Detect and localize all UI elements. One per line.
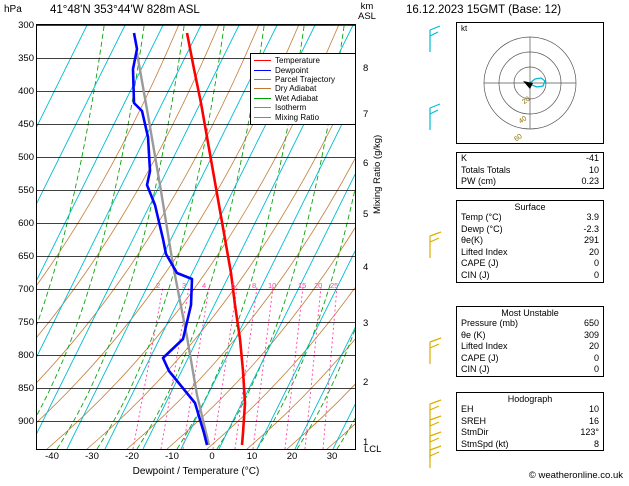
legend-label: Dry Adiabat [275,84,317,94]
row-key: Lifted Index [461,246,508,257]
pressure-tick: 850 [18,383,34,394]
table-row [457,439,603,451]
height-tick: 5 [363,209,369,220]
table-row [457,153,603,165]
height-tick: 3 [363,318,369,329]
mixing-ratio-axis-title: Mixing Ratio (g/kg) [372,134,383,214]
table-row [457,341,603,353]
table-row [457,364,603,376]
temp-tick: 0 [209,451,215,462]
legend-swatch-dry-adiabat [254,88,271,89]
table-row [457,330,603,342]
svg-text:60: 60 [513,133,524,143]
hodograph-plot [457,23,603,143]
row-value: 309 [583,329,599,340]
svg-text:40: 40 [517,115,529,126]
station-title: 41°48'N 353°44'W 828m ASL [50,4,200,16]
surface-table-title: Surface [514,202,546,212]
asl-text: ASL [358,11,376,22]
table-row [457,318,603,330]
mixing-ratio-label: 6 [231,281,236,290]
row-key: CIN (J) [461,269,490,280]
legend-label: Isotherm [275,103,307,113]
mixing-ratio-label: 20 [314,281,323,290]
mixing-ratio-label: 8 [252,281,257,290]
legend-label: Mixing Ratio [275,112,320,122]
height-tick: 4 [363,262,369,273]
legend-item [254,94,356,103]
legend-label: Wet Adiabat [275,93,318,103]
lcl-label: LCL [364,444,382,455]
row-key: CAPE (J) [461,258,499,269]
skewt-plot-area [36,24,356,450]
hodograph [456,22,604,144]
row-key: Pressure (mb) [461,318,519,328]
row-value: 123° [580,427,599,438]
temp-tick: 30 [326,451,338,462]
pressure-tick: 750 [18,317,34,328]
table-row [457,224,603,236]
mixing-ratio-label: 2 [156,281,161,290]
row-value: 0.23 [581,176,599,187]
legend-item [254,112,356,121]
legend-swatch-wet-adiabat [254,98,271,99]
temp-tick: -20 [125,451,139,462]
row-key: θe(K) [461,235,484,246]
row-value: -2.3 [583,223,599,234]
legend-label: Temperature [275,56,320,66]
row-value: 0 [593,364,599,375]
row-value: 3.9 [586,212,599,222]
temperature-axis [36,451,356,465]
temp-tick: -10 [165,451,179,462]
pressure-tick: 300 [18,20,34,31]
row-key: CAPE (J) [461,352,499,363]
height-tick: 2 [363,377,369,388]
table-row [457,258,603,270]
pressure-axis [0,20,34,450]
most-unstable-table [456,306,604,377]
legend-swatch-mixing-ratio [254,117,271,118]
row-key: StmDir [461,427,489,438]
row-value: 8 [593,438,599,449]
legend-swatch-temperature [254,60,271,61]
row-value: 16 [588,415,599,426]
pressure-tick: 400 [18,86,34,97]
indices-table [456,152,604,189]
legend-item [254,103,356,112]
row-value: -41 [585,153,599,163]
hodograph-stats-table [456,392,604,451]
copyright-text: © weatheronline.co.uk [528,470,623,481]
legend-item [254,65,356,74]
pressure-tick: 700 [18,284,34,295]
table-row [457,212,603,224]
table-row [457,247,603,259]
temp-tick: 10 [246,451,258,462]
row-key: Temp (°C) [461,212,502,222]
pressure-tick: 450 [18,119,34,130]
pressure-tick: 600 [18,218,34,229]
row-key: EH [461,404,474,414]
mixing-ratio-label: 15 [298,281,307,290]
pressure-tick: 650 [18,251,34,262]
x-axis-title: Dewpoint / Temperature (°C) [132,466,260,477]
row-key: PW (cm) [461,176,496,187]
pressure-tick: 500 [18,152,34,163]
svg-text:20: 20 [521,95,532,106]
surface-table [456,200,604,283]
row-key: Dewp (°C) [461,223,503,234]
run-datetime-title: 16.12.2023 15GMT (Base: 12) [406,4,562,16]
hodograph-unit-label: kt [461,24,468,33]
mixing-ratio-label: 3 [182,281,187,290]
row-value: 20 [588,341,599,352]
row-value: 20 [588,246,599,257]
row-value: 0 [593,258,599,269]
table-row [457,176,603,188]
info-panel [400,0,629,486]
row-key: CIN (J) [461,364,490,375]
height-tick: 8 [363,63,369,74]
mixing-ratio-label: 25 [330,281,339,290]
pressure-tick: 800 [18,350,34,361]
hodograph-stats-title: Hodograph [507,394,553,404]
legend [250,53,356,125]
row-value: 0 [593,352,599,363]
row-key: StmSpd (kt) [461,438,509,449]
most-unstable-title: Most Unstable [501,308,559,318]
row-value: 291 [583,235,599,246]
table-row [457,353,603,365]
pressure-tick: 350 [18,53,34,64]
height-tick: 1 [363,437,369,448]
km-text: km [360,1,374,12]
row-key: K [461,153,468,163]
legend-label: Parcel Trajectory [275,74,336,84]
table-row [457,427,603,439]
row-value: 10 [588,404,599,414]
table-row [457,404,603,416]
pressure-tick: 550 [18,185,34,196]
legend-item [254,75,356,84]
pressure-unit-label: hPa [4,4,22,15]
height-axis [357,24,399,450]
height-axis-label [358,2,376,22]
table-row [457,270,603,282]
mixing-ratio-label: 10 [268,281,277,290]
row-key: Totals Totals [461,164,511,175]
row-key: SREH [461,415,487,426]
height-tick: 6 [363,158,369,169]
legend-label: Dewpoint [275,65,309,75]
row-key: Lifted Index [461,341,508,352]
legend-swatch-isotherm [254,107,271,108]
row-value: 0 [593,269,599,280]
legend-item [254,84,356,93]
row-key: θe (K) [461,329,486,340]
pressure-tick: 900 [18,416,34,427]
legend-swatch-dewpoint [254,70,271,71]
temp-tick: -40 [45,451,59,462]
table-row [457,235,603,247]
row-value: 650 [583,318,599,328]
table-row [457,165,603,177]
temp-tick: 20 [286,451,298,462]
row-value: 10 [588,164,599,175]
table-row [457,416,603,428]
legend-swatch-parcel [254,79,271,80]
legend-item [254,56,356,65]
wind-barb-column [400,0,456,470]
temp-tick: -30 [85,451,99,462]
height-tick: 7 [363,109,369,120]
mixing-ratio-label: 4 [202,281,207,290]
